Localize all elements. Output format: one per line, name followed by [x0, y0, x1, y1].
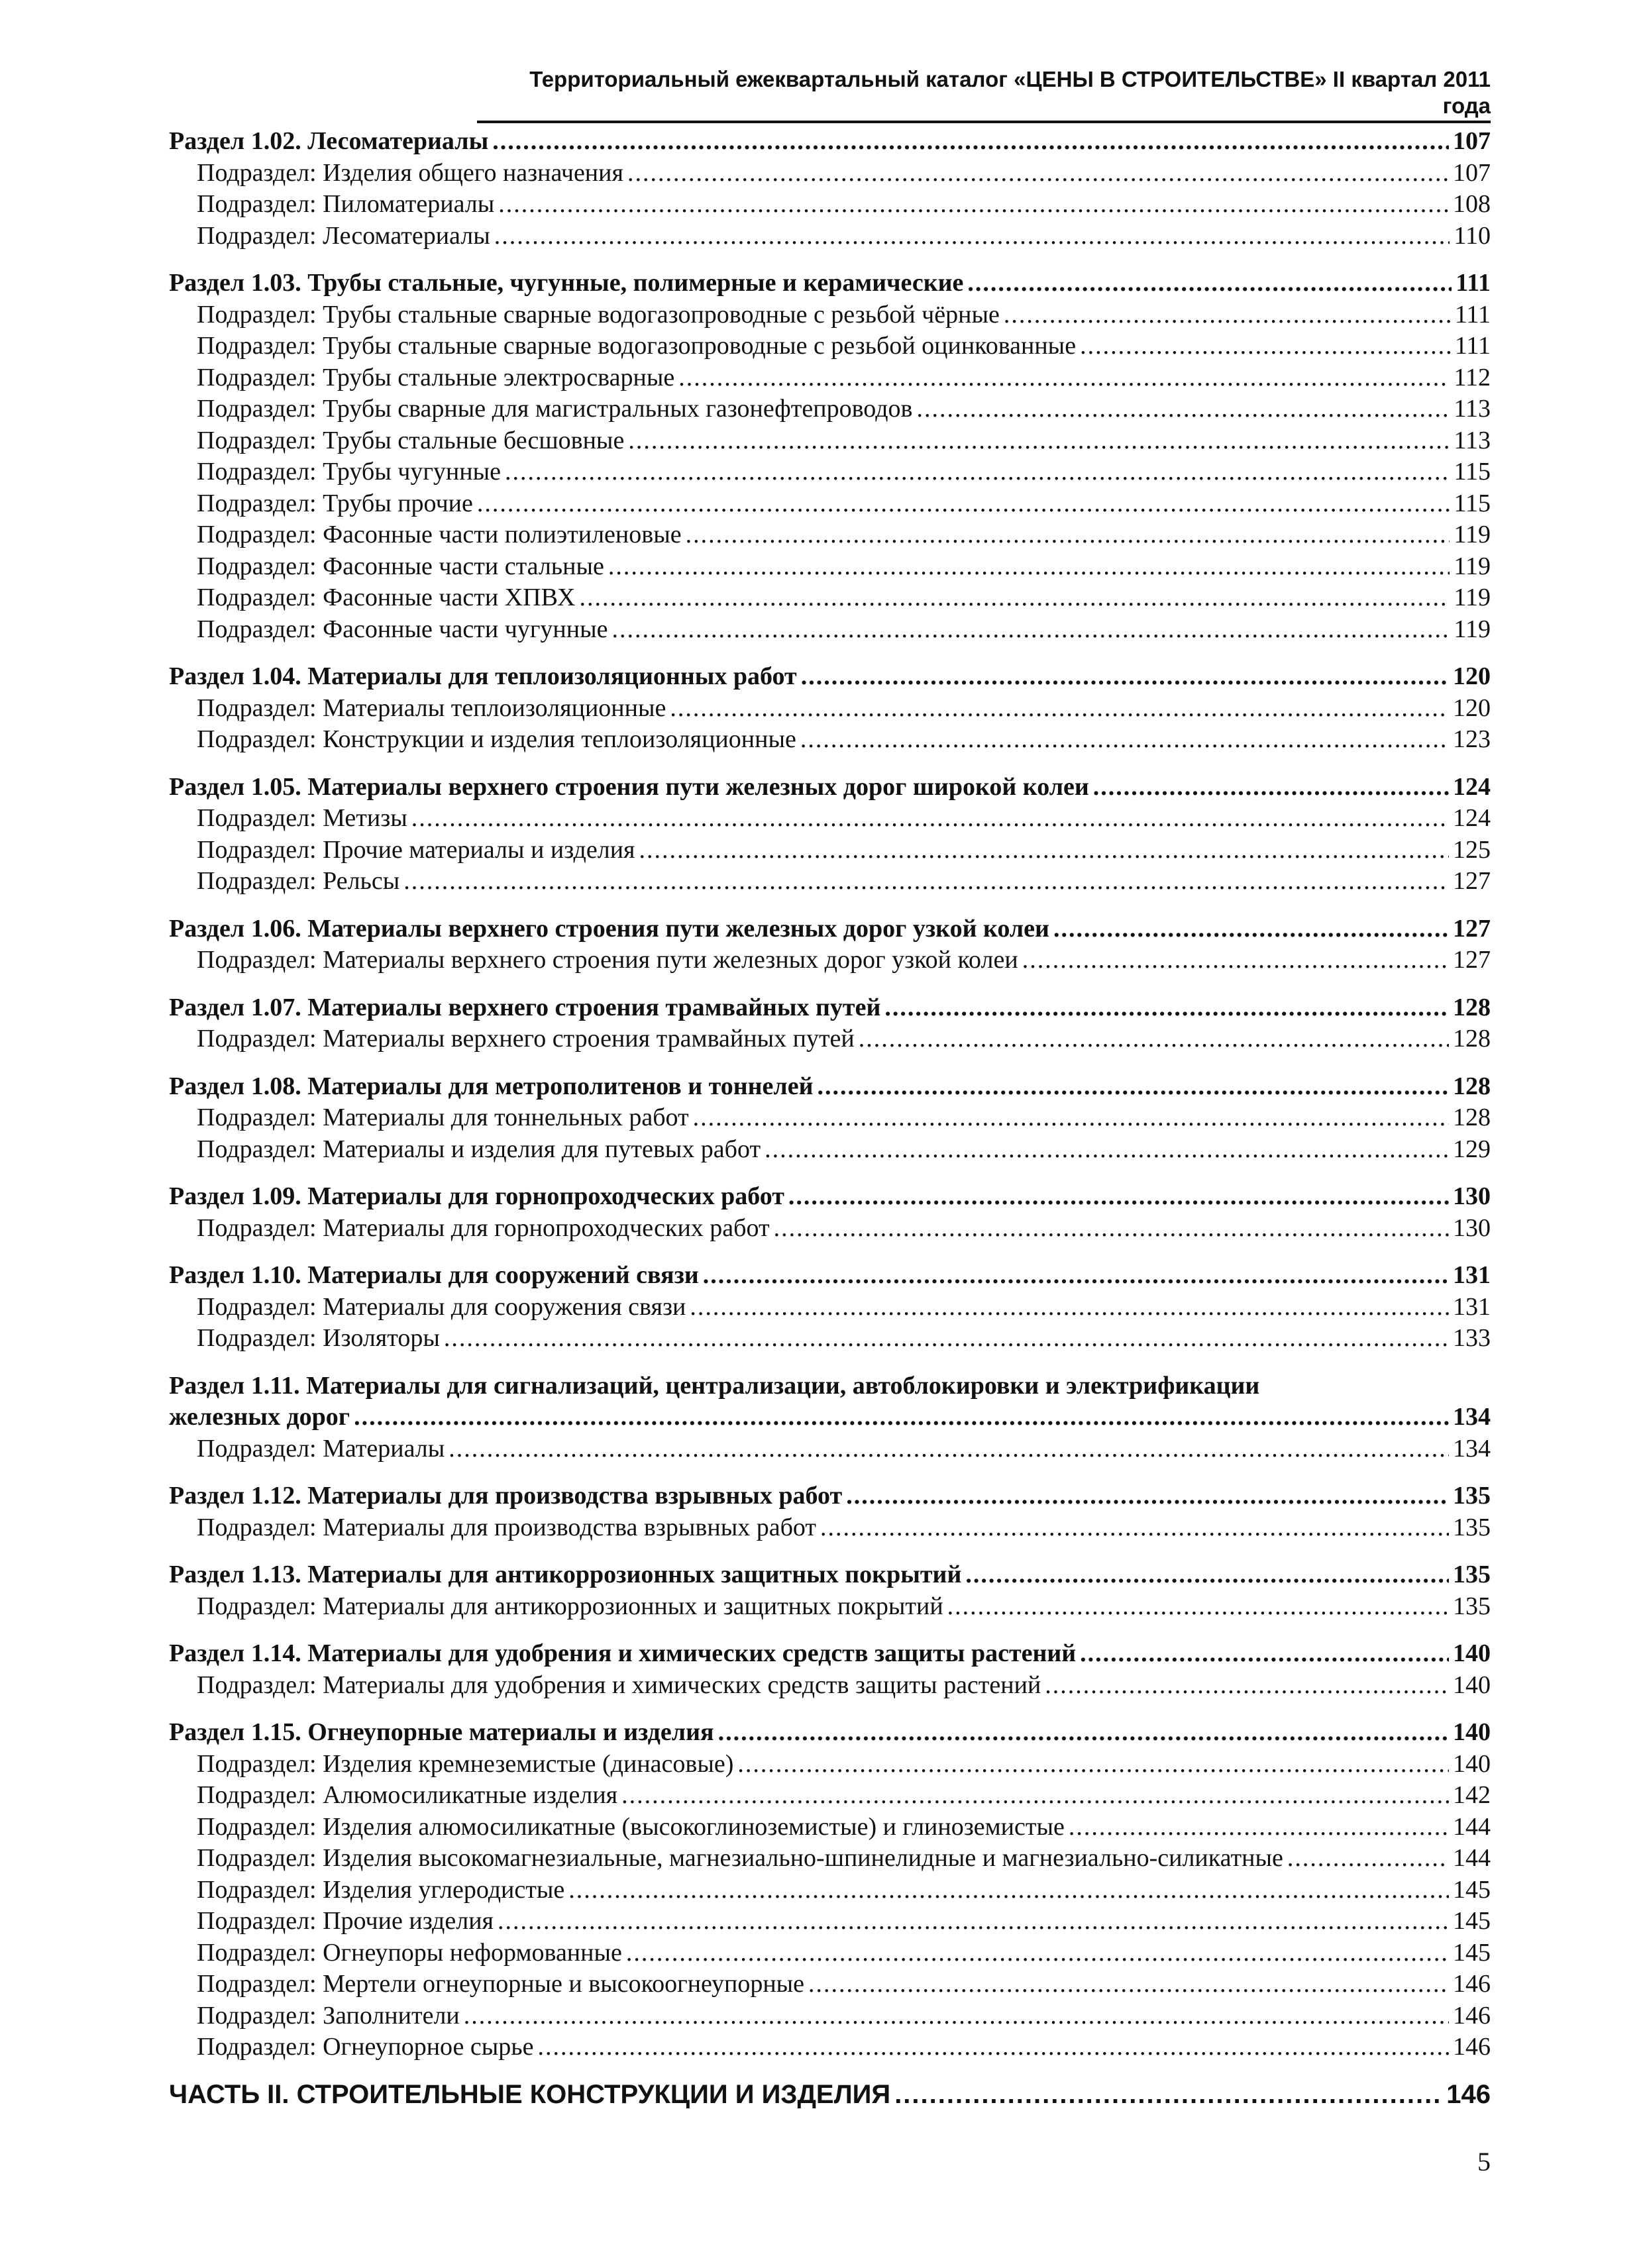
dot-leader	[808, 1969, 1449, 2000]
dot-leader	[626, 1937, 1449, 1969]
subsection-entry[interactable]	[169, 1213, 1491, 1245]
subsection-entry[interactable]	[169, 1937, 1491, 1969]
subsection-entry-title: Подраздел: Фасонные части стальные	[197, 552, 604, 580]
toc-section	[169, 913, 1491, 976]
dot-leader	[884, 992, 1449, 1024]
subsection-entry-page: 145	[1453, 1938, 1491, 1967]
subsection-entry-title: Подраздел: Материалы теплоизоляционные	[197, 694, 666, 722]
subsection-entry-title: Подраздел: Прочие материалы и изделия	[197, 835, 635, 864]
subsection-entry[interactable]	[169, 221, 1491, 252]
subsection-entry-title: Подраздел: Изоляторы	[197, 1324, 440, 1352]
dot-leader	[1004, 299, 1451, 331]
section-heading-title: Раздел 1.02. Лесоматериалы	[169, 127, 489, 155]
subsection-entry-page: 111	[1454, 332, 1491, 360]
section-heading-title: Раздел 1.06. Материалы верхнего строения пути железных дорог узкой колеи	[169, 914, 1049, 943]
dot-leader	[403, 866, 1449, 898]
section-heading-page: 135	[1453, 1482, 1491, 1510]
subsection-entry[interactable]	[169, 1812, 1491, 1843]
subsection-entry-page: 128	[1453, 1104, 1491, 1131]
subsection-entry-title: Подраздел: Трубы стальные сварные водогазопроводные с резьбой чёрные	[197, 300, 1000, 329]
section-heading-page: 128	[1453, 993, 1491, 1021]
dot-leader	[579, 582, 1450, 614]
dot-leader	[916, 393, 1450, 425]
subsection-entry[interactable]	[169, 835, 1491, 866]
section-heading-line1-title: Раздел 1.11. Материалы для сигнализаций, централизации, автоблокировки и электрификации	[169, 1371, 1260, 1400]
section-heading[interactable]	[169, 126, 1491, 158]
section-heading-title: Раздел 1.05. Материалы верхнего строения пути железных дорог широкой колеи	[169, 772, 1089, 801]
subsection-entry[interactable]	[169, 299, 1491, 331]
subsection-entry-page: 123	[1453, 725, 1491, 753]
section-heading[interactable]	[169, 1717, 1491, 1749]
subsection-entry-page: 119	[1454, 615, 1491, 643]
subsection-entry-title: Подраздел: Фасонные части чугунные	[197, 615, 608, 643]
subsection-entry[interactable]	[169, 803, 1491, 835]
section-heading-page: 140	[1453, 1639, 1491, 1667]
subsection-entry[interactable]	[169, 2032, 1491, 2063]
dot-leader	[449, 1433, 1449, 1465]
toc-section	[169, 1370, 1491, 1465]
dot-leader	[718, 1717, 1449, 1749]
subsection-entry[interactable]	[169, 1906, 1491, 1937]
dot-leader	[627, 158, 1449, 189]
subsection-entry-page: 146	[1453, 2033, 1491, 2061]
toc-section	[169, 1480, 1491, 1543]
section-heading[interactable]	[169, 772, 1491, 803]
section-heading[interactable]	[169, 1559, 1491, 1591]
subsection-entry[interactable]	[169, 158, 1491, 189]
subsection-entry-page: 107	[1453, 158, 1491, 187]
dot-leader	[494, 221, 1450, 252]
section-heading[interactable]	[169, 661, 1491, 693]
dot-leader	[354, 1402, 1449, 1433]
subsection-entry-title: Подраздел: Заполнители	[197, 2001, 460, 2030]
section-heading-title: Раздел 1.13. Материалы для антикоррозионных защитных покрытий	[169, 1561, 962, 1588]
subsection-entry[interactable]	[169, 1134, 1491, 1166]
subsection-entry-title: Подраздел: Фасонные части полиэтиленовые	[197, 521, 682, 548]
toc-section	[169, 992, 1491, 1055]
subsection-entry[interactable]	[169, 456, 1491, 488]
dot-leader	[818, 1071, 1450, 1103]
section-heading[interactable]	[169, 1071, 1491, 1103]
dot-leader	[639, 835, 1449, 866]
subsection-entry[interactable]	[169, 519, 1491, 551]
subsection-entry-page: 134	[1453, 1434, 1491, 1463]
subsection-entry[interactable]	[169, 1323, 1491, 1355]
toc-section	[169, 268, 1491, 645]
subsection-entry-title: Подраздел: Метизы	[197, 804, 407, 832]
subsection-entry[interactable]	[169, 1023, 1491, 1055]
dot-leader	[1080, 1638, 1449, 1670]
subsection-entry-page: 145	[1453, 1875, 1491, 1904]
subsection-entry-page: 135	[1453, 1513, 1491, 1541]
part-heading-title: ЧАСТЬ II. СТРОИТЕЛЬНЫЕ КОНСТРУКЦИИ И ИЗДЕЛИЯ	[169, 2079, 891, 2109]
subsection-entry-title: Подраздел: Рельсы	[197, 867, 400, 895]
subsection-entry-title: Подраздел: Материалы для тоннельных работ	[197, 1104, 689, 1131]
toc-section	[169, 126, 1491, 252]
subsection-entry-title: Подраздел: Изделия кремнеземистые (динасовые)	[197, 1749, 734, 1778]
subsection-entry-page: 131	[1453, 1292, 1491, 1321]
subsection-entry-page: 129	[1453, 1135, 1491, 1163]
dot-leader	[947, 1591, 1449, 1623]
subsection-entry[interactable]	[169, 1292, 1491, 1323]
subsection-entry-title: Подраздел: Трубы стальные электросварные	[197, 363, 675, 391]
dot-leader	[859, 1023, 1449, 1055]
subsection-entry[interactable]	[169, 425, 1491, 457]
section-heading-title: железных дорог	[169, 1403, 350, 1431]
section-heading-page: 111	[1456, 269, 1491, 297]
dot-leader	[498, 189, 1449, 221]
subsection-entry[interactable]	[169, 488, 1491, 520]
section-heading-title: Раздел 1.08. Материалы для метрополитенов и тоннелей	[169, 1072, 814, 1100]
dot-leader	[774, 1213, 1449, 1245]
section-heading-title: Раздел 1.04. Материалы для теплоизоляционных работ	[169, 662, 797, 690]
dot-leader	[846, 1480, 1449, 1512]
dot-leader	[1022, 945, 1449, 976]
section-heading-title: Раздел 1.03. Трубы стальные, чугунные, полимерные и керамические	[169, 269, 964, 297]
subsection-entry-title: Подраздел: Материалы верхнего строения трамвайных путей	[197, 1025, 855, 1053]
dot-leader	[608, 551, 1450, 583]
dot-leader	[537, 2032, 1449, 2063]
catalog-header: Территориальный ежеквартальный каталог «ЦЕНЫ В СТРОИТЕЛЬСТВЕ» II квартал 2011 года	[477, 66, 1491, 123]
subsection-entry-page: 119	[1454, 584, 1491, 611]
subsection-entry[interactable]	[169, 1102, 1491, 1134]
dot-leader	[737, 1749, 1449, 1780]
section-heading-title: Раздел 1.09. Материалы для горнопроходческих работ	[169, 1182, 784, 1210]
section-heading[interactable]	[169, 268, 1491, 299]
subsection-entry[interactable]	[169, 551, 1491, 583]
dot-leader	[498, 1906, 1449, 1937]
dot-leader	[765, 1134, 1449, 1166]
dot-leader	[820, 1512, 1449, 1544]
subsection-entry-page: 113	[1454, 426, 1491, 454]
toc-section	[169, 1559, 1491, 1622]
dot-leader	[693, 1102, 1449, 1134]
toc-section	[169, 661, 1491, 756]
section-heading-title: Раздел 1.07. Материалы верхнего строения трамвайных путей	[169, 993, 881, 1021]
dot-leader	[464, 2000, 1449, 2032]
toc-section	[169, 1638, 1491, 1701]
subsection-entry-page: 127	[1453, 946, 1491, 974]
dot-leader	[444, 1323, 1449, 1355]
section-heading-page: 140	[1453, 1718, 1491, 1746]
subsection-entry-title: Подраздел: Пиломатериалы	[197, 190, 495, 218]
dot-leader	[1093, 772, 1449, 803]
subsection-entry-page: 144	[1453, 1844, 1491, 1872]
subsection-entry-page: 115	[1454, 458, 1491, 486]
section-heading[interactable]	[169, 992, 1491, 1024]
subsection-entry[interactable]	[169, 724, 1491, 756]
subsection-entry-title: Подраздел: Алюмосиликатные изделия	[197, 1781, 618, 1809]
dot-leader	[788, 1181, 1449, 1213]
dot-leader	[703, 1260, 1449, 1292]
subsection-entry-title: Подраздел: Трубы стальные сварные водогазопроводные с резьбой оцинкованные	[197, 332, 1077, 360]
subsection-entry-page: 112	[1454, 363, 1491, 391]
section-heading-page: 130	[1453, 1182, 1491, 1210]
subsection-entry[interactable]	[169, 1749, 1491, 1780]
subsection-entry[interactable]	[169, 1780, 1491, 1812]
toc-section	[169, 1071, 1491, 1166]
dot-leader	[965, 1559, 1449, 1591]
subsection-entry-page: 140	[1453, 1671, 1491, 1699]
subsection-entry-title: Подраздел: Огнеупоры неформованные	[197, 1938, 622, 1967]
subsection-entry[interactable]	[169, 1512, 1491, 1544]
subsection-entry[interactable]	[169, 1843, 1491, 1875]
subsection-entry[interactable]	[169, 693, 1491, 725]
subsection-entry[interactable]	[169, 1433, 1491, 1465]
subsection-entry[interactable]	[169, 362, 1491, 394]
part-heading[interactable]	[169, 2079, 1491, 2111]
dot-leader	[690, 1292, 1449, 1323]
subsection-entry-page: 133	[1453, 1324, 1491, 1352]
subsection-entry-page: 130	[1453, 1213, 1491, 1242]
dot-leader	[505, 456, 1450, 488]
subsection-entry-title: Подраздел: Лесоматериалы	[197, 221, 490, 250]
subsection-entry-title: Подраздел: Материалы	[197, 1434, 445, 1463]
dot-leader	[568, 1875, 1449, 1906]
dot-leader	[1069, 1812, 1449, 1843]
section-heading-page: 120	[1453, 662, 1491, 690]
toc-section	[169, 1260, 1491, 1355]
subsection-entry-page: 142	[1453, 1781, 1491, 1809]
section-heading[interactable]	[169, 913, 1491, 945]
section-heading-title: Раздел 1.12. Материалы для производства взрывных работ	[169, 1482, 843, 1510]
subsection-entry[interactable]	[169, 2000, 1491, 2032]
section-heading[interactable]	[169, 1181, 1491, 1213]
subsection-entry-title: Подраздел: Огнеупорное сырье	[197, 2033, 534, 2061]
subsection-entry[interactable]	[169, 614, 1491, 646]
part-heading-page: 146	[1446, 2079, 1491, 2109]
dot-leader	[1053, 913, 1449, 945]
dot-leader	[1080, 331, 1451, 362]
subsection-entry-page: 125	[1453, 835, 1491, 864]
subsection-entry-title: Подраздел: Мертели огнеупорные и высокоогнеупорные	[197, 1970, 805, 1998]
section-heading-page: 124	[1453, 772, 1491, 801]
subsection-entry[interactable]	[169, 1591, 1491, 1623]
section-heading-page: 131	[1453, 1261, 1491, 1289]
section-heading[interactable]	[169, 1638, 1491, 1670]
subsection-entry-title: Подраздел: Трубы чугунные	[197, 458, 501, 486]
section-heading-title: Раздел 1.14. Материалы для удобрения и химических средств защиты растений	[169, 1639, 1077, 1667]
dot-leader	[967, 268, 1452, 299]
subsection-entry-title: Подраздел: Материалы для антикоррозионных и защитных покрытий	[197, 1592, 943, 1620]
subsection-entry-page: 119	[1454, 521, 1491, 548]
section-heading-line1[interactable]	[169, 1370, 1491, 1402]
dot-leader	[670, 693, 1449, 725]
dot-leader	[894, 2079, 1442, 2111]
table-of-contents	[169, 126, 1491, 2110]
subsection-entry-page: 124	[1453, 804, 1491, 832]
subsection-entry-title: Подраздел: Трубы прочие	[197, 489, 473, 517]
subsection-entry-title: Подраздел: Материалы для производства взрывных работ	[197, 1513, 817, 1541]
subsection-entry-title: Подраздел: Трубы стальные бесшовные	[197, 426, 625, 454]
subsection-entry-page: 108	[1453, 190, 1491, 218]
subsection-entry-page: 110	[1454, 221, 1491, 250]
subsection-entry-title: Подраздел: Конструкции и изделия теплоизоляционные	[197, 725, 796, 753]
subsection-entry-title: Подраздел: Изделия алюмосиликатные (высокоглиноземистые) и глиноземистые	[197, 1812, 1065, 1841]
dot-leader	[678, 362, 1450, 394]
section-heading-page: 127	[1453, 914, 1491, 943]
toc-section	[169, 1717, 1491, 2063]
dot-leader	[611, 614, 1450, 646]
subsection-entry[interactable]	[169, 1875, 1491, 1906]
subsection-entry-page: 111	[1454, 300, 1491, 329]
section-heading-page: 134	[1453, 1403, 1491, 1431]
dot-leader	[800, 724, 1449, 756]
subsection-entry-title: Подраздел: Фасонные части ХПВХ	[197, 584, 576, 611]
toc-section	[169, 1181, 1491, 1244]
dot-leader	[477, 488, 1450, 520]
toc-section	[169, 772, 1491, 898]
subsection-entry-title: Подраздел: Изделия общего назначения	[197, 158, 623, 187]
subsection-entry-title: Подраздел: Изделия углеродистые	[197, 1875, 565, 1904]
subsection-entry[interactable]	[169, 1670, 1491, 1702]
subsection-entry-title: Подраздел: Материалы для сооружения связи	[197, 1292, 686, 1321]
section-heading-title: Раздел 1.15. Огнеупорные материалы и изделия	[169, 1718, 714, 1746]
subsection-entry[interactable]	[169, 331, 1491, 362]
dot-leader	[1287, 1843, 1449, 1875]
subsection-entry-page: 146	[1453, 1970, 1491, 1998]
subsection-entry-title: Подраздел: Трубы сварные для магистральных газонефтепроводов	[197, 395, 913, 423]
subsection-entry-page: 113	[1454, 395, 1491, 423]
subsection-entry-title: Подраздел: Материалы для удобрения и химических средств защиты растений	[197, 1671, 1041, 1699]
subsection-entry[interactable]	[169, 393, 1491, 425]
subsection-entry-page: 135	[1453, 1592, 1491, 1620]
subsection-entry-title: Подраздел: Материалы и изделия для путевых работ	[197, 1135, 761, 1163]
subsection-entry-title: Подраздел: Прочие изделия	[197, 1907, 494, 1935]
dot-leader	[686, 519, 1450, 551]
dot-leader	[1045, 1670, 1449, 1702]
section-heading-page: 135	[1453, 1561, 1491, 1588]
dot-leader	[411, 803, 1449, 835]
subsection-entry-page: 145	[1453, 1907, 1491, 1935]
subsection-entry[interactable]	[169, 582, 1491, 614]
subsection-entry-page: 140	[1453, 1749, 1491, 1778]
dot-leader	[628, 425, 1450, 457]
subsection-entry-page: 144	[1453, 1812, 1491, 1841]
subsection-entry-page: 146	[1453, 2001, 1491, 2030]
subsection-entry-page: 115	[1454, 489, 1491, 517]
subsection-entry-page: 128	[1453, 1025, 1491, 1053]
dot-leader	[492, 126, 1449, 158]
subsection-entry[interactable]	[169, 189, 1491, 221]
subsection-entry-title: Подраздел: Материалы верхнего строения пути железных дорог узкой колеи	[197, 946, 1018, 974]
subsection-entry-page: 127	[1453, 867, 1491, 895]
subsection-entry[interactable]	[169, 1969, 1491, 2000]
section-heading-page: 128	[1453, 1072, 1491, 1100]
section-heading-title: Раздел 1.10. Материалы для сооружений связи	[169, 1261, 699, 1289]
section-heading[interactable]	[169, 1480, 1491, 1512]
page-number: 5	[1477, 2147, 1491, 2177]
subsection-entry-title: Подраздел: Материалы для горнопроходческих работ	[197, 1213, 770, 1242]
section-heading-page: 107	[1453, 127, 1491, 155]
dot-leader	[621, 1780, 1449, 1812]
subsection-entry-page: 119	[1454, 552, 1491, 580]
dot-leader	[801, 661, 1449, 693]
section-heading[interactable]	[169, 1402, 1491, 1433]
subsection-entry-page: 120	[1453, 694, 1491, 722]
section-heading[interactable]	[169, 1260, 1491, 1292]
subsection-entry[interactable]	[169, 945, 1491, 976]
subsection-entry[interactable]	[169, 866, 1491, 898]
subsection-entry-title: Подраздел: Изделия высокомагнезиальные, магнезиально-шпинелидные и магнезиально-силикатные	[197, 1844, 1283, 1872]
